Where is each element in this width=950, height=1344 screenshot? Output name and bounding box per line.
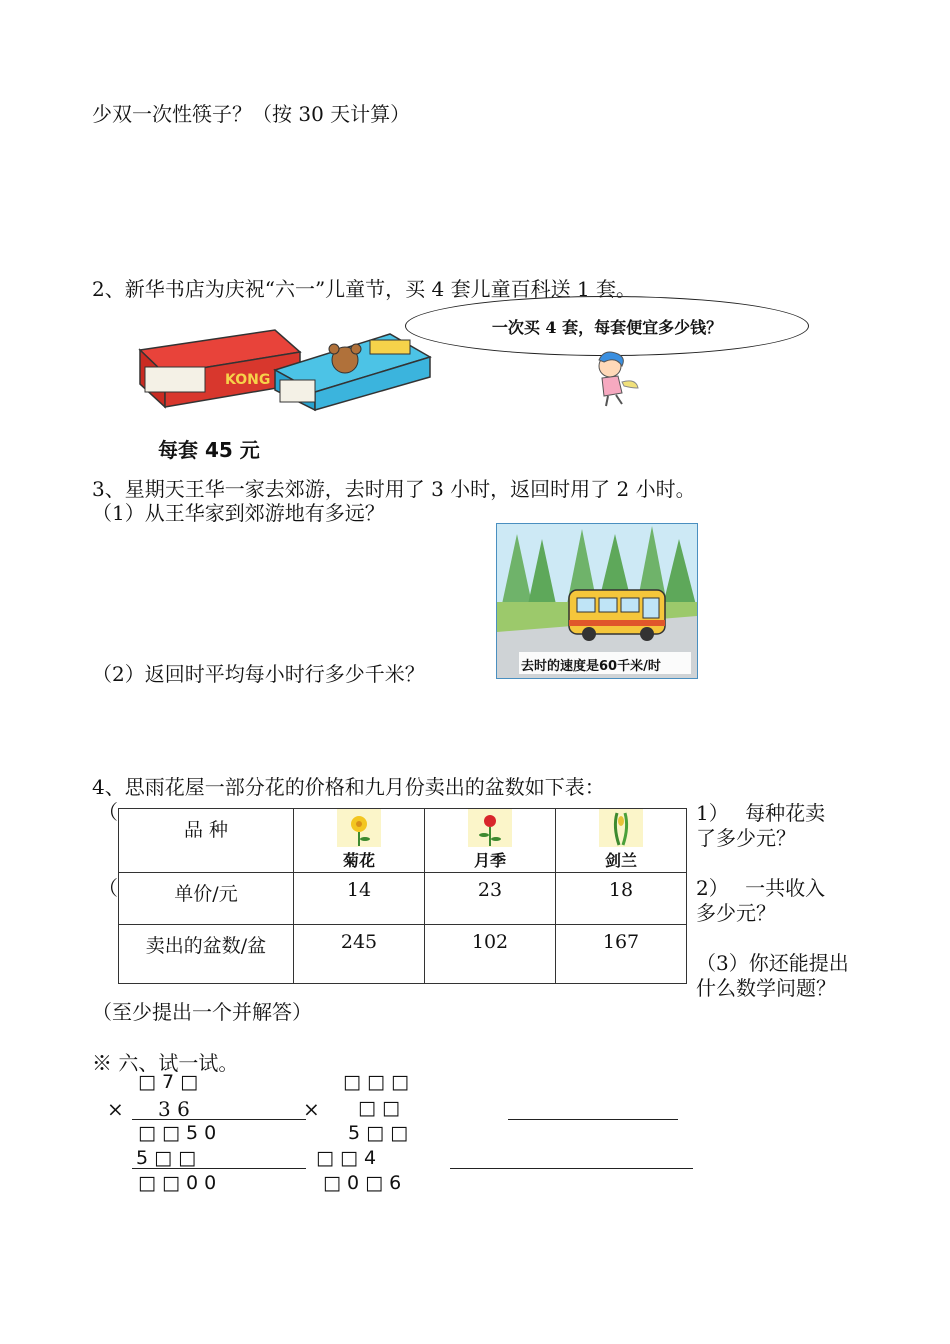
rose-icon — [468, 809, 512, 847]
left-times-sign: × — [107, 1097, 124, 1121]
right-rule-1 — [508, 1119, 678, 1120]
question3-text: 3、星期天王华一家去郊游，去时用了 3 小时，返回时用了 2 小时。 — [92, 477, 696, 501]
right-mult-row5: □ 0 □ 6 — [323, 1172, 402, 1194]
left-mult-row5: □ □ 0 0 — [138, 1172, 217, 1194]
svg-text:KONG: KONG — [225, 372, 271, 388]
flower-col-1 — [294, 809, 425, 873]
chrysanthemum-icon — [337, 809, 381, 847]
count-cell-3: 167 — [556, 925, 687, 984]
flower-name-2: 月季 — [473, 851, 506, 870]
count-cell-1: 245 — [294, 925, 425, 984]
question3-sub1: （1）从王华家到郊游地有多远？ — [92, 501, 385, 525]
right-rule-2 — [450, 1168, 693, 1169]
question3-sub2: （2）返回时平均每小时行多少千米？ — [92, 662, 425, 686]
right-mult-row2: □ □ — [358, 1097, 400, 1119]
question4-text: 4、思雨花屋一部分花的价格和九月份卖出的盆数如下表： — [92, 775, 605, 799]
fairy-girl-image — [582, 348, 642, 408]
left-mult-row4: 5 □ □ — [136, 1147, 197, 1169]
count-cell-2: 102 — [425, 925, 556, 984]
flower-name-1: 菊花 — [342, 851, 375, 870]
section6-title: ※ 六、试一试。 — [92, 1051, 239, 1075]
left-mult-row1: □ 7 □ — [138, 1071, 199, 1093]
question2-text: 2、新华书店为庆祝“六一”儿童节，买 4 套儿童百科送 1 套。 — [92, 277, 637, 301]
side-question1-line1: 1） 每种花卖 — [696, 801, 826, 825]
side-question2-line1: 2） 一共收入 — [696, 876, 826, 900]
right-mult-row3: 5 □ □ — [348, 1122, 409, 1144]
question1-continuation: 少双一次性筷子？（按 30 天计算） — [92, 102, 411, 126]
right-mult-row4: □ □ 4 — [316, 1147, 377, 1169]
header-variety: 品 种 — [119, 809, 294, 873]
paren-mark-2: （ — [98, 876, 118, 900]
flower-name-3: 剑兰 — [604, 851, 637, 870]
bus-caption: 去时的速度是60千米/时 — [521, 659, 661, 674]
speech-bubble — [405, 296, 809, 356]
side-question1-line2: 了多少元？ — [696, 826, 796, 850]
gladiolus-icon — [599, 809, 643, 847]
flower-col-3 — [556, 809, 687, 873]
flower-col-2 — [425, 809, 556, 873]
row-label-price: 单价/元 — [119, 873, 294, 925]
right-times-sign: × — [303, 1097, 320, 1121]
bus-illustration — [496, 523, 698, 679]
flower-table — [118, 808, 687, 984]
side-question2-line2: 多少元？ — [696, 901, 776, 925]
left-mult-row3: □ □ 5 0 — [138, 1122, 217, 1144]
left-rule-2 — [132, 1168, 306, 1169]
left-rule-1 — [132, 1119, 306, 1120]
row-label-count: 卖出的盆数/盆 — [119, 925, 294, 984]
left-mult-row2: 3 6 — [158, 1097, 190, 1121]
price-label: 每套 45 元 — [158, 438, 260, 462]
price-cell-1: 14 — [294, 873, 425, 925]
right-mult-row1: □ □ □ — [343, 1071, 409, 1093]
price-cell-2: 23 — [425, 873, 556, 925]
encyclopedia-books-image — [135, 322, 440, 412]
side-question3-line2: 什么数学问题？ — [696, 976, 836, 1000]
side-question3-line1: （3）你还能提出 — [696, 951, 849, 975]
price-cell-3: 18 — [556, 873, 687, 925]
question4-bottom-note: （至少提出一个并解答） — [92, 1000, 312, 1024]
paren-mark-1: （ — [98, 800, 118, 824]
speech-bubble-text: 一次买 4 套，每套便宜多少钱？ — [491, 317, 723, 337]
